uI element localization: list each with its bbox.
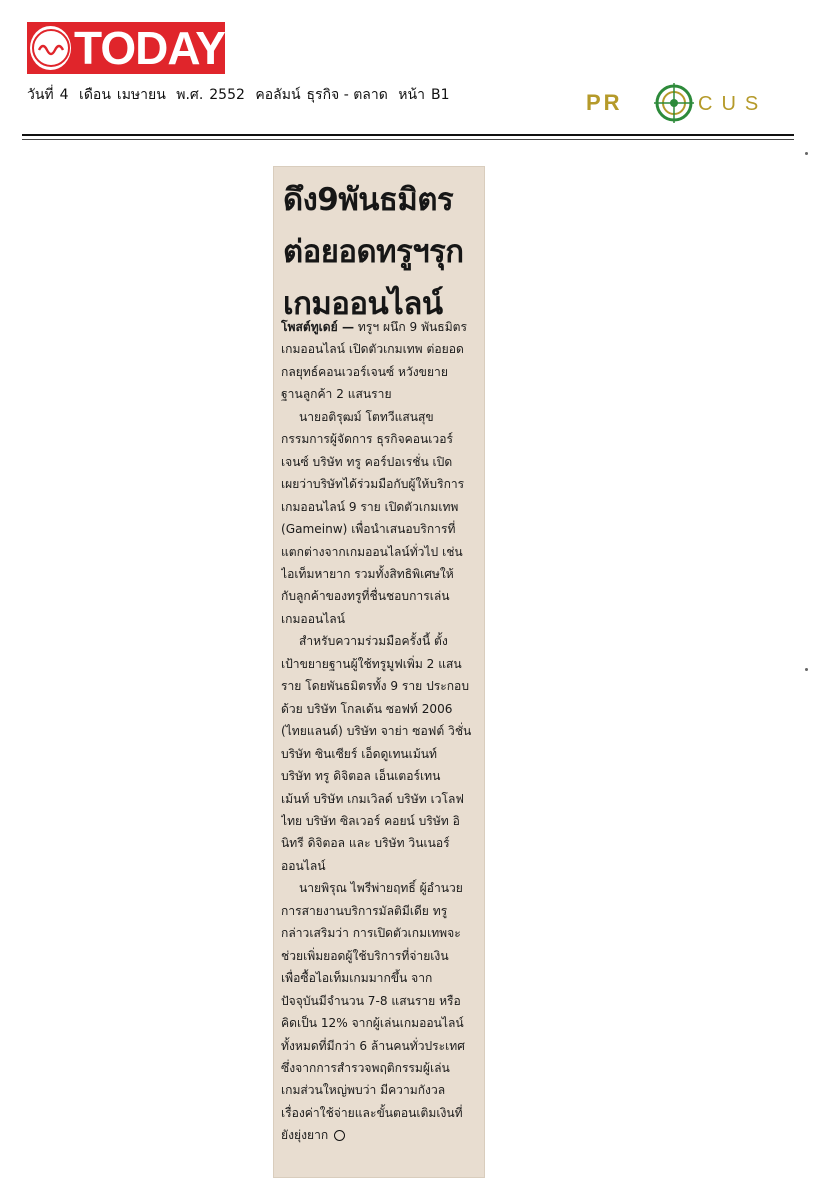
dateline (27, 84, 455, 106)
body-line: เกมออนไลน์ เปิดตัวเกมเทพ ต่อยอด (281, 342, 464, 357)
body-line: เจนซ์ บริษัท ทรู คอร์ปอเรชั่น เปิด (281, 454, 453, 469)
body-line: ด้วย บริษัท โกลเด้น ซอฟท์ 2006 (281, 701, 453, 716)
article-byline: โพสต์ทูเดย์ — (281, 320, 355, 334)
header-rule (22, 134, 794, 136)
date-year: 2552 (209, 87, 245, 103)
body-line: นิทรี ดิจิตอล และ บริษัท วินเนอร์ (281, 836, 450, 851)
date-year-label: พ.ศ. (176, 87, 204, 103)
date-month-label: เดือน (79, 87, 111, 103)
svg-text:CUS: CUS (698, 93, 768, 115)
body-line: เม้นท์ บริษัท เกมเวิลด์ บริษัท เวโลฟ (281, 791, 464, 806)
body-line: กับลูกค้าของทรูที่ชื่นชอบการเล่น (281, 589, 450, 604)
page-label: หน้า (398, 87, 425, 103)
body-line: นายอติรุฒม์ โตทวีแสนสุข (299, 409, 434, 424)
body-line: เกมส่วนใหญ่พบว่า มีความกังวล (281, 1083, 446, 1098)
column-label: คอลัมน์ (255, 87, 301, 103)
body-line: (ไทยแลนด์) บริษัท จาย่า ซอฟต์ วิชั่น (281, 724, 472, 739)
post-seal-icon (30, 26, 71, 70)
headline-line: เกมออนไลน์ (283, 286, 443, 322)
body-line: ช่วยเพิ่มยอดผู้ใช้บริการที่จ่ายเงิน (281, 948, 449, 963)
news-clipping (273, 166, 485, 1178)
logo-brand-text: TODAY (74, 22, 225, 74)
scan-speck (805, 152, 808, 155)
body-line: ปัจจุบันมีจำนวน 7-8 แสนราย หรือ (281, 993, 461, 1008)
scan-speck (805, 668, 808, 671)
body-line: คิดเป็น 12% จากผู้เล่นเกมออนไลน์ (281, 1016, 464, 1031)
body-line: ซึ่งจากการสำรวจพฤติกรรมผู้เล่น (281, 1060, 450, 1075)
headline-line: ดึง9พันธมิตร (283, 182, 454, 218)
body-line: บริษัท ซินเซียร์ เอ็ดดูเทนเม้นท์ (281, 746, 438, 761)
date-day: 4 (59, 87, 69, 103)
today-logo (27, 22, 225, 74)
body-line: กรรมการผู้จัดการ ธุรกิจคอนเวอร์ (281, 432, 453, 447)
svg-text:PR: PR (586, 90, 623, 115)
body-line: ฐานลูกค้า 2 แสนราย (281, 387, 392, 402)
date-day-label: วันที่ (27, 87, 54, 103)
body-line: เกมออนไลน์ (281, 611, 345, 626)
header-rule-thin (22, 139, 794, 140)
body-line: ออนไลน์ (281, 858, 326, 873)
body-line: ยังยุ่งยาก (281, 1124, 481, 1146)
body-line: เพื่อซื้อไอเท็มเกมมากขึ้น จาก (281, 971, 433, 986)
end-of-article-icon (334, 1130, 345, 1141)
body-line: ไทย บริษัท ซิลเวอร์ คอยน์ บริษัท อิ (281, 813, 460, 828)
body-line: กลยุทธ์คอนเวอร์เจนซ์ หวังขยาย (281, 364, 448, 379)
body-line: สำหรับความร่วมมือครั้งนี้ ตั้ง (299, 634, 448, 649)
body-line: เรื่องค่าใช้จ่ายและขั้นตอนเติมเงินที่ (281, 1105, 463, 1120)
body-line: ทั้งหมดที่มีกว่า 6 ล้านคนทั่วประเทศ (281, 1038, 465, 1053)
body-line: ไอเท็มหายาก รวมทั้งสิทธิพิเศษให้ (281, 566, 454, 581)
profocus-logo-icon (584, 80, 784, 126)
body-line: กล่าวเสริมว่า การเปิดตัวเกมเทพจะ (281, 926, 461, 941)
article-headline (283, 174, 483, 330)
body-line: บริษัท ทรู ดิจิตอล เอ็นเตอร์เทน (281, 769, 441, 784)
body-line: นายพิรุณ ไพรีพ่ายฤทธิ์ ผู้อำนวย (299, 881, 463, 896)
body-line: การสายงานบริการมัลติมีเดีย ทรู (281, 903, 448, 918)
body-line: โพสต์ทูเดย์ — ทรูฯ ผนึก 9 พันธมิตร (281, 320, 468, 334)
headline-line: ต่อยอดทรูฯรุก (283, 234, 464, 270)
date-month: เมษายน (116, 87, 166, 103)
body-line: เป้าขยายฐานผู้ใช้ทรูมูฟเพิ่ม 2 แสน (281, 656, 462, 671)
body-line: เผยว่าบริษัทได้ร่วมมือกับผู้ให้บริการ (281, 477, 465, 492)
body-line: แตกต่างจากเกมออนไลน์ทั่วไป เช่น (281, 544, 463, 559)
body-line: ราย โดยพันธมิตรทั้ง 9 ราย ประกอบ (281, 679, 470, 694)
column-name: ธุรกิจ - ตลาด (306, 87, 388, 103)
page-number: B1 (430, 87, 450, 103)
body-line: เกมออนไลน์ 9 ราย เปิดตัวเกมเทพ (281, 499, 459, 514)
article-body (281, 316, 481, 1147)
body-line: (Gameinw) เพื่อนำเสนอบริการที่ (281, 522, 456, 537)
